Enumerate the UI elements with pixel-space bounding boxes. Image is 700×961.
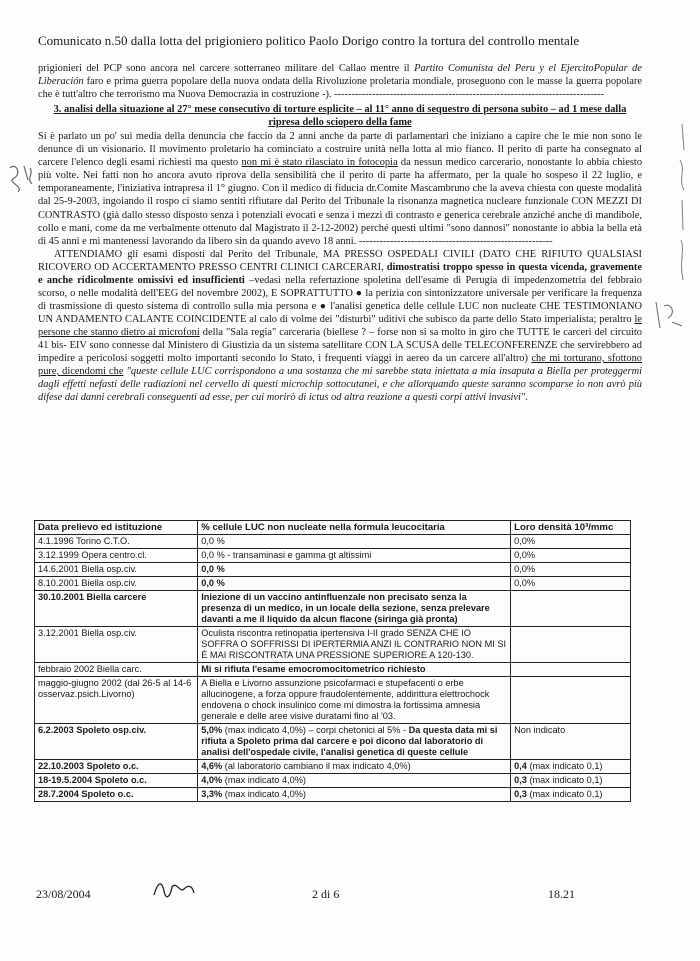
- table-row: [35, 535, 631, 549]
- cell-density: 0,3 (max indicato 0,1): [511, 788, 631, 802]
- intro-paragraph: prigionieri del PCP sono ancora nel carcere sotterraneo militare del Callao mentre il Partito Comunista del Peru y el EjercitoPopular de Liberación faro e prima guerra popolare della nuova ondata della Rivoluzione proletaria mondiale, proseguono con le masse la guerra popolare che è tutt'altro che terrorismo ma Nuova Democrazia in costruzione -). ------------------------------------------------------------------------------: [38, 63, 642, 101]
- cell-density: 0,0%: [511, 563, 631, 577]
- table-row: [35, 788, 631, 802]
- cell-luc: 0,0 %: [198, 577, 511, 591]
- handwritten-margin-note-right: [672, 120, 692, 290]
- body-text: [38, 62, 642, 404]
- cell-date: 4.1.1996 Torino C.T.O.: [35, 535, 198, 549]
- cell-date: 3.12.2001 Biella osp.civ.: [35, 627, 198, 663]
- lab-results-table: [34, 520, 631, 802]
- cell-luc: 0,0 % - transaminasi e gamma gt altissimi: [198, 549, 511, 563]
- cell-density: [511, 627, 631, 663]
- cell-luc: 4,0% (max indicato 4,0%): [198, 774, 511, 788]
- cell-density: [511, 663, 631, 677]
- table-row: [35, 724, 631, 760]
- cell-luc: Mi si rifiuta l'esame emocromocitometrico richiesto: [198, 663, 511, 677]
- table-row: [35, 549, 631, 563]
- footer-time: 18.21: [548, 887, 575, 901]
- cell-density: 0,4 (max indicato 0,1): [511, 760, 631, 774]
- cell-luc: Oculista riscontra retinopatia ipertensiva I-II grado SENZA CHE IO SOFFRA O SOFFRISSI DI IPERTERMIA ANZI IL CONTRARIO NON MI SI È MAI RISCONTRATA UNA PRESSIONE SUPERIORE A 120-130.: [198, 627, 511, 663]
- table-row: [35, 577, 631, 591]
- table-row: [35, 627, 631, 663]
- cell-luc: 3,3% (max indicato 4,0%): [198, 788, 511, 802]
- cell-luc: 4,6% (al laboratorio cambiano il max indicato 4,0%): [198, 760, 511, 774]
- cell-date: 30.10.2001 Biella carcere: [35, 591, 198, 627]
- cell-density: 0,0%: [511, 577, 631, 591]
- cell-date: 8.10.2001 Biella osp.civ.: [35, 577, 198, 591]
- footer-date: 23/08/2004: [36, 887, 91, 901]
- page-header: Comunicato n.50 dalla lotta del prigioniero politico Paolo Dorigo contro la tortura del controllo mentale: [38, 33, 580, 48]
- footer-page-number: 2 di 6: [312, 887, 340, 901]
- cell-luc: 0,0 %: [198, 535, 511, 549]
- cell-density: [511, 591, 631, 627]
- column-header-luc: % cellule LUC non nucleate nella formula leucocitaria: [198, 521, 511, 535]
- column-header-density: Loro densità 10³/mmc: [511, 521, 631, 535]
- table-row: [35, 663, 631, 677]
- table-row: [35, 760, 631, 774]
- cell-density: [511, 677, 631, 724]
- table-header-row: [35, 521, 631, 535]
- party-name: Partito Comunista del Peru y el EjercitoPopular de Liberación: [38, 63, 642, 88]
- handwritten-margin-mark-right-lower: [650, 296, 690, 336]
- cell-luc: 5,0% (max indicato 4,0%) – corpi chetonici al 5% - Da questa data mi si rifiuta a Spoleto prima dal carcere e poi dicono dal laboratorio di analisi dell'ospedale civile, l'analisi genetica di queste cellule: [198, 724, 511, 760]
- cell-luc: 0,0 %: [198, 563, 511, 577]
- cell-density: Non indicato: [511, 724, 631, 760]
- cell-date: 28.7.2004 Spoleto o.c.: [35, 788, 198, 802]
- signature-mark: [150, 877, 198, 901]
- cell-density: 0,0%: [511, 549, 631, 563]
- cell-date: 3.12.1999 Opera centro.cl.: [35, 549, 198, 563]
- table-row: [35, 774, 631, 788]
- paragraph-2: ATTENDIAMO gli esami disposti dal Perito del Tribunale, MA PRESSO OSPEDALI CIVILI (DATO CHE RIFIUTO QUALSIASI RICOVERO OD ACCERTAMENTO PRESSO CENTRI CLINICI CARCERARI, dimostratisi troppo spesso in questa vicenda, gravemente e anche ridicolmente omissivi ed insufficienti –vedasi nella refertazione spoletina dell'esame di Perugia di impedenzometria del febbraio scorso, o nelle modalità dell'EEG del novembre 2002), E SOPRATTUTTO ● la perizia con sintonizzatore universale per verificare la frequenza di trasmissione di questo sistema di controllo sulla mia persona e ● l'analisi genetica delle cellule LUC non nucleate CHE TESTIMONIANO UN ANDAMENTO CALANTE COINCIDENTE al calo di volme dei "disturbi" uditivi che subisco da parte dello Stato imperialista; peraltro le persone che stanno dietro ai microfoni della "Sala regia" carceraria (biellese ? – forse non si sa molto in giro che TUTTE le carceri del circuito 41 bis- EIV sono connesse dal Ministero di Giustizia da un sistema satellitare CON LA SCUSA delle TELECONFERENZE che servirebbero ad impedire a pericolosi soggetti molto importanti secondo lo Stato, i frequenti viaggi in aereo da un carcere all'altro) che mi torturano, sfottono pure, dicendomi che "queste cellule LUC corrispondono a una sostanza che mi sarebbe stata iniettata a mia insaputa a Biella per proteggermi dagli effetti nefasti delle radiazioni nel cervello di questi microchip sottocutanei, e che allorquando queste saranno scomparse io non avrò più difese dai danni cerebrali conseguenti ad esse, per cui morirò di ictus od altra reazione a questi corpi attivi invasivi".: [38, 248, 643, 404]
- cell-density: 0,3 (max indicato 0,1): [511, 774, 631, 788]
- column-header-date: Data prelievo ed istituzione: [35, 521, 198, 535]
- cell-date: maggio-giugno 2002 (dal 26-5 al 14-6 osservaz.psich.Livorno): [35, 677, 198, 724]
- table-row: [35, 563, 631, 577]
- cell-date: 14.6.2001 Biella osp.civ.: [35, 563, 198, 577]
- cell-luc: Iniezione di un vaccino antinfluenzale non precisato senza la presenza di un medico, in un locale della sezione, senza prelevare davanti a me il liquido da alcun flacone (siringa già pronta): [198, 591, 511, 627]
- table-row: [35, 677, 631, 724]
- cell-density: 0,0%: [511, 535, 631, 549]
- cell-date: febbraio 2002 Biella carc.: [35, 663, 198, 677]
- paragraph-1: Si è parlato un po' sui media della denuncia che faccio da 2 anni anche da parte di parlamentari che iniziano a capire che le mie non sono le denunce di un visionario. Il movimento proletario ha cominciato a costruire unità nella lotta al mio fianco. Il perito di parte ha consegnato al carcere l'elenco degli esami richiesti ma questo non mi è stato rilasciato in fotocopia da nessun medico carcerario, nonostante lo abbia chiesto più volte. Nei fatti non ho ancora avuto riprova della sensibilità che il perito di parte ha affermato, per la quale ho sospeso il 22 luglio, e temporaneamente, l'iniziativa intrapresa il 1° giugno. Con il medico di fiducia dr.Comite Mascambruno che la aveva chiesta con queste modalità dal 25-9-2003, ingoiando il rospo ci siamo sentiti rifiutare dal Perito del Tribunale la risonanza magnetica nucleare funzionale CON MEZZI DI CONTRASTO (già dallo stesso disposto senza i potenziali evocati e senza i mezzi di contrasto e generica cerebrale anziché anche di mandibole, collo e mani, come da me verbalmente ottenuto dal Magistrato il 2-12-2002) perché questi ultimi "sono dannosi" nonostante io abbia la bella età di 45 anni e mi mantenessi lavorando da libero sin da quando avevo 18 anni. --------------------------------------------------------: [38, 131, 643, 247]
- section-heading: 3. analisi della situazione al 27° mese consecutivo di torture esplicite – al 11° anno di sequestro di persona subito – ad 1 mese dalla ripresa dello sciopero della fame: [53, 104, 627, 129]
- cell-luc: A Biella e Livorno assunzione psicofarmaci e stupefacenti o erbe allucinogene, a forza oppure fraudolentemente, addirittura elettrochock endovena o chock insulinico come mi dimostra la fortissima amnesia generale e delle aree visive duratami fino al '03.: [198, 677, 511, 724]
- table-row: [35, 591, 631, 627]
- cell-date: 18-19.5.2004 Spoleto o.c.: [35, 774, 198, 788]
- cell-date: 6.2.2003 Spoleto osp.civ.: [35, 724, 198, 760]
- cell-date: 22.10.2003 Spoleto o.c.: [35, 760, 198, 774]
- handwritten-margin-mark-left: [4, 160, 38, 200]
